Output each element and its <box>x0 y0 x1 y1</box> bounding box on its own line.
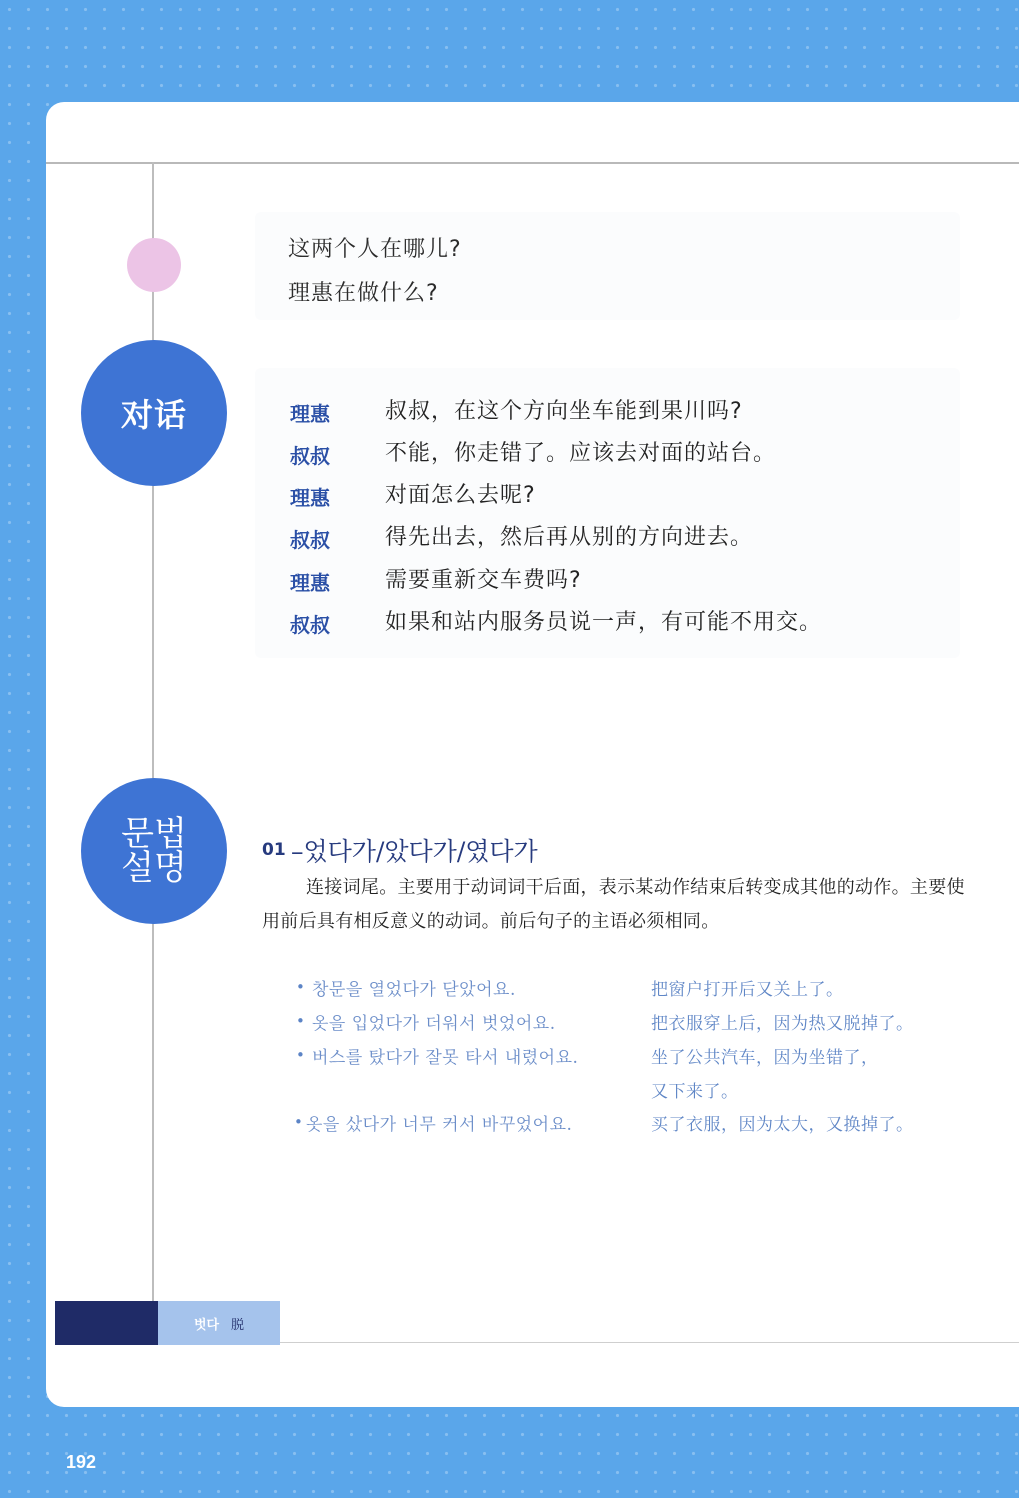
dialog-speaker: 叔叔 <box>290 444 330 468</box>
example-chinese: 把衣服穿上后，因为热又脱掉了。 <box>651 1014 914 1034</box>
dialog-line: 不能，你走错了。应该去对面的站台。 <box>385 441 777 466</box>
dialog-line: 对面怎么去呢? <box>385 483 536 508</box>
footer-bar-dark <box>55 1301 158 1345</box>
bullet-icon: • <box>294 1113 303 1131</box>
vocab-chinese: 脱 <box>231 1318 245 1333</box>
dialog-line: 叔叔，在这个方向坐车能到果川吗? <box>385 399 743 424</box>
example-korean: 창문을 열었다가 닫았어요. <box>312 980 516 1000</box>
vocab-korean: 벗다 <box>194 1318 220 1333</box>
dialog-line: 需要重新交车费吗? <box>385 568 582 593</box>
grammar-badge-label: 문법 설명 <box>121 814 187 888</box>
example-chinese: 坐了公共汽车，因为坐错了， <box>651 1048 879 1068</box>
example-korean: 옷을 샀다가 너무 커서 바꾸었어요. <box>306 1115 573 1135</box>
dialog-speaker: 叔叔 <box>290 613 330 637</box>
example-chinese: 买了衣服，因为太大，又换掉了。 <box>651 1115 914 1135</box>
example-chinese-continued: 又下来了。 <box>651 1082 739 1102</box>
bottom-divider <box>280 1342 1019 1343</box>
decorative-dot <box>127 238 181 292</box>
warmup-question: 这两个人在哪儿? <box>288 237 462 262</box>
grammar-description: 连接词尾。主要用于动词词干后面，表示某动作结束后转变成其他的动作。主要使用前后具有相反意义的动词。前后句子的主语必须相同。 <box>262 877 965 932</box>
dialog-speaker: 理惠 <box>290 486 330 510</box>
dialog-speaker: 理惠 <box>290 571 330 595</box>
dialog-speaker: 叔叔 <box>290 528 330 552</box>
example-chinese: 把窗户打开后又关上了。 <box>651 980 844 1000</box>
top-divider <box>46 162 1019 164</box>
margin-line <box>152 162 154 1342</box>
dialog-line: 如果和站内服务员说一声，有可能不用交。 <box>385 610 823 635</box>
dialog-speaker: 理惠 <box>290 402 330 426</box>
dialog-line: 得先出去，然后再从别的方向进去。 <box>385 525 754 550</box>
bullet-icon: • <box>296 1046 305 1064</box>
example-korean: 버스를 탔다가 잘못 타서 내렸어요. <box>312 1048 579 1068</box>
grammar-badge <box>81 778 227 924</box>
example-korean: 옷을 입었다가 더워서 벗었어요. <box>312 1014 556 1034</box>
bullet-icon: • <box>296 978 305 996</box>
bullet-icon: • <box>296 1012 305 1030</box>
dialog-badge-label: 对话 <box>120 396 187 434</box>
dialog-badge <box>81 340 227 486</box>
warmup-question: 理惠在做什么? <box>288 281 439 306</box>
grammar-title: –었다가/았다가/였다가 <box>291 837 538 866</box>
grammar-number: 01 <box>262 840 286 860</box>
page-number: 192 <box>66 1452 97 1472</box>
